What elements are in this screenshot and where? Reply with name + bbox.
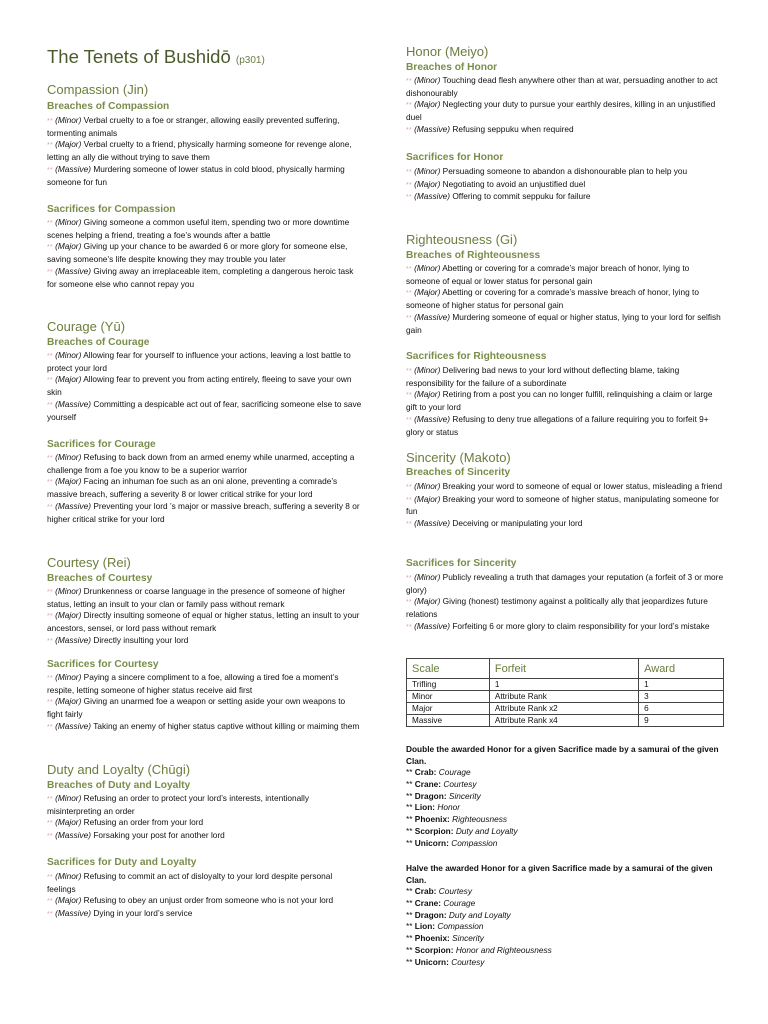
level-label: (Minor) [55,350,82,360]
list-item [406,791,724,803]
item-text: Giving (honest) testimony against a politically ally that jeopardizes future relations [406,596,708,620]
star-marker: ** [47,796,54,803]
item-text: Refusing to commit an act of disloyalty to your lord despite personal feelings [47,871,333,894]
clan-virtue: Righteousness [452,814,508,825]
star-marker: ** [406,956,413,967]
star-marker: ** [47,377,54,385]
item-text: Murdering someone of lower status in cold blood, physically harming someone for fun [47,163,345,187]
table-header-row [407,659,724,679]
breaches-list [406,263,724,336]
item-text: Paying a sincere compliment to a foe, allowing a tired foe a moment’s respite, letting someone of higher status receive aid first [47,672,339,695]
level-label: (Minor) [414,166,441,176]
star-marker: ** [406,599,413,607]
list-item [406,898,724,910]
list-item [406,779,724,791]
item-text: Touching dead flesh anywhere other than at war, persuading another to act dishonourably [406,75,718,98]
level-label: (Massive) [55,908,92,919]
list-item [406,389,724,413]
list-item [406,945,724,957]
sacrifices-heading: Sacrifices for Courage [47,439,156,450]
list-item [406,921,724,933]
table-cell: 3 [639,691,724,703]
level-label: (Major) [414,389,441,400]
column-header: Forfeit [489,659,638,679]
table-cell: 1 [489,679,638,691]
star-marker: ** [47,637,54,645]
breaches-heading: Breaches of Righteousness [406,250,541,261]
list-item [47,115,363,139]
star-marker: ** [47,503,54,511]
table-cell: 9 [639,715,724,727]
list-item [47,672,363,696]
item-text: Directly insulting your lord [93,634,189,645]
title-text: The Tenets of Bushidō [47,46,231,67]
sacrifices-list [406,572,724,634]
star-marker: ** [406,416,413,424]
clan-name: Dragon: [414,790,447,801]
clan-virtue: Courage [443,897,476,908]
list-item [47,817,363,830]
table-cell: Massive [407,715,490,727]
list-item [47,793,363,817]
sacrifices-heading: Sacrifices for Righteousness [406,351,547,362]
star-marker: ** [406,368,413,375]
clan-name: Unicorn: [414,956,449,967]
star-marker: ** [47,911,54,919]
breaches-list [47,350,363,423]
scale-table [406,658,724,727]
breaches-list [47,115,363,188]
item-text: Murdering someone of equal or higher status, lying to your lord for selfish gain [406,311,721,335]
list-item [47,266,363,290]
clan-name: Crab: [414,886,437,896]
table-row [407,703,724,715]
clan-virtue: Duty and Loyalty [448,909,511,920]
star-marker: ** [47,675,54,682]
clan-name: Phoenix: [414,933,450,944]
breaches-heading: Breaches of Courtesy [47,573,153,584]
table-cell: Major [407,703,490,715]
list-item [47,139,363,163]
item-text: Facing an inhuman foe such as an oni alone, preventing a comrade’s massive breach, suffering a severity 8 or lower critical strike for your lord [47,476,338,500]
virtue-title: Righteousness (Gi) [406,232,518,247]
breaches-heading: Breaches of Duty and Loyalty [47,780,191,791]
level-label: (Major) [414,493,441,504]
sacrifices-list [406,166,724,204]
level-label: (Minor) [414,365,441,375]
star-marker: ** [406,790,413,801]
list-item [406,166,724,179]
item-text: Abetting or covering for a comrade’s massive breach of honor, lying to someone of higher status for personal gain [406,287,699,311]
table-cell: Attribute Rank [489,691,638,703]
star-marker: ** [47,353,54,360]
star-marker: ** [47,613,54,621]
sacrifices-list [47,217,363,290]
halve-honor-list [406,886,724,969]
clan-name: Scorpion: [414,944,454,955]
item-text: Taking an enemy of higher status captive without killing or maiming them [93,720,360,731]
list-item [406,263,724,287]
item-text: Retiring from a post you can no longer fulfill, relinquishing a claim or large gift to your lord [406,389,713,413]
list-item [406,191,724,204]
star-marker: ** [47,142,54,150]
list-item [47,635,363,648]
item-text: Giving up your chance to be awarded 6 or more glory for someone else, saving someone’s life despite knowing they may trouble you later [47,241,348,265]
star-marker: ** [406,290,413,298]
level-label: (Massive) [55,398,92,409]
level-label: (Massive) [55,720,92,731]
level-label: (Minor) [55,452,82,462]
level-label: (Massive) [55,634,92,645]
level-label: (Major) [55,374,82,385]
star-marker: ** [406,623,413,631]
clan-virtue: Courtesy [438,886,472,896]
star-marker: ** [47,220,54,227]
level-label: (Major) [55,696,82,707]
star-marker: ** [47,244,54,252]
star-marker: ** [406,933,413,944]
list-item [406,826,724,838]
table-cell: Trifling [407,679,490,691]
clan-name: Dragon: [414,909,447,920]
star-marker: ** [406,314,413,322]
item-text: Refusing to obey an unjust order from someone who is not your lord [83,895,334,906]
clan-virtue: Honor [437,802,460,813]
list-item [406,621,724,634]
star-marker: ** [406,194,413,202]
item-text: Verbal cruelty to a foe or stranger, allowing easily prevented suffering, tormenting animals [47,115,340,138]
list-item [47,452,363,476]
level-label: (Major) [414,178,441,189]
list-item [406,802,724,814]
list-item [406,838,724,850]
sacrifices-heading: Sacrifices for Honor [406,152,504,163]
star-marker: ** [406,521,413,529]
clan-name: Crane: [414,778,442,789]
clan-name: Unicorn: [414,837,449,848]
item-text: Refusing an order to protect your lord’s interests, intentionally misinterpreting an order [47,793,310,816]
level-label: (Massive) [414,413,451,424]
item-text: Deceiving or manipulating your lord [452,518,583,529]
item-text: Negotiating to avoid an unjustified duel [442,178,586,189]
star-marker: ** [406,814,413,825]
star-marker: ** [406,392,413,400]
virtue-title: Courtesy (Rei) [47,555,131,570]
star-marker: ** [406,78,413,85]
list-item [406,414,724,438]
level-label: (Massive) [414,518,451,529]
breaches-heading: Breaches of Sincerity [406,467,511,478]
list-item [406,957,724,969]
sacrifices-heading: Sacrifices for Courtesy [47,659,159,670]
level-label: (Massive) [414,620,451,631]
table-cell: Minor [407,691,490,703]
list-item [47,374,363,398]
level-label: (Major) [414,287,441,298]
star-marker: ** [406,496,413,504]
level-label: (Minor) [55,586,82,596]
list-item [47,399,363,423]
clan-virtue: Compassion [451,837,498,848]
table-cell: Attribute Rank x2 [489,703,638,715]
sacrifices-list [47,871,363,921]
item-text: Allowing fear to prevent you from acting entirely, fleeing to save your own skin [47,374,352,398]
star-marker: ** [406,767,413,777]
star-marker: ** [406,886,413,896]
star-marker: ** [406,102,413,110]
star-marker: ** [47,898,54,906]
item-text: Refusing seppuku when required [452,123,574,134]
clan-virtue: Compassion [437,921,484,932]
star-marker: ** [47,699,54,707]
list-item [47,476,363,500]
clan-name: Scorpion: [414,825,454,836]
breaches-list [47,793,363,843]
level-label: (Massive) [55,163,92,174]
item-text: Abetting or covering for a comrade’s major breach of honor, lying to someone of equal or lower status for personal gain [406,263,690,286]
level-label: (Major) [55,817,82,828]
item-text: Allowing fear for yourself to influence your actions, leaving a lost battle to protect your lord [47,350,351,373]
star-marker: ** [406,266,413,273]
sacrifices-heading: Sacrifices for Compassion [47,204,176,215]
clan-virtue: Honor and Righteousness [455,944,552,955]
star-marker: ** [406,575,413,582]
table-cell: 1 [639,679,724,691]
star-marker: ** [47,874,54,881]
item-text: Dying in your lord’s service [93,908,193,919]
item-text: Forsaking your post for another lord [93,830,225,841]
star-marker: ** [406,778,413,789]
item-text: Directly insulting someone of equal or higher status, letting an insult to your ancestors, sensei, or lord pass without remark [47,610,360,634]
star-marker: ** [406,802,413,813]
virtue-title: Courage (Yū) [47,319,126,334]
list-item [406,494,724,518]
sacrifices-heading: Sacrifices for Duty and Loyalty [47,857,197,868]
item-text: Offering to commit seppuku for failure [452,191,591,202]
star-marker: ** [47,833,54,841]
level-label: (Minor) [414,75,441,85]
virtue-title: Honor (Meiyo) [406,44,489,59]
clan-name: Lion: [414,921,436,932]
list-item [406,596,724,620]
star-marker: ** [47,166,54,174]
list-item [47,586,363,610]
list-item [406,910,724,922]
level-label: (Major) [55,139,82,150]
breaches-heading: Breaches of Honor [406,62,498,73]
level-label: (Minor) [55,115,82,125]
level-label: (Minor) [414,263,441,273]
list-item [406,933,724,945]
level-label: (Major) [55,895,82,906]
table-row [407,679,724,691]
star-marker: ** [47,820,54,828]
star-marker: ** [47,401,54,409]
level-label: (Major) [55,476,82,487]
level-label: (Major) [414,99,441,110]
virtue-title: Compassion (Jin) [47,82,149,97]
star-marker: ** [406,837,413,848]
clan-name: Lion: [414,802,436,813]
level-label: (Massive) [55,830,92,841]
star-marker: ** [406,126,413,134]
clan-name: Crane: [414,897,442,908]
level-label: (Minor) [55,871,82,881]
item-text: Persuading someone to abandon a dishonourable plan to help you [442,166,688,176]
list-item [47,908,363,921]
table-cell: Attribute Rank x4 [489,715,638,727]
item-text: Publicly revealing a truth that damages your reputation (a forfeit of 3 or more glory) [406,572,724,595]
sacrifices-heading: Sacrifices for Sincerity [406,558,517,569]
breaches-list [406,481,724,531]
item-text: Preventing your lord ’s major or massive breach, suffering a severity 8 or higher critical strike for your lord [47,500,360,524]
star-marker: ** [47,589,54,596]
clan-virtue: Duty and Loyalty [455,825,518,836]
star-marker: ** [47,268,54,276]
star-marker: ** [406,825,413,836]
item-text: Drunkenness or coarse language in the presence of someone of higher status, letting an insult to your clan or family pass without remark [47,586,346,609]
breaches-list [406,75,724,137]
list-item [406,814,724,826]
item-text: Refusing to back down from an armed enemy while unarmed, accepting a challenge from a foe you know to be a superior warrior [47,452,355,475]
level-label: (Massive) [414,311,451,322]
item-text: Delivering bad news to your lord without deflecting blame, taking responsibility for the failure of a subordinate [406,365,680,388]
clan-name: Phoenix: [414,814,450,825]
item-text: Committing a despicable act out of fear, sacrificing someone else to save yourself [47,398,362,422]
double-honor-block [406,743,724,850]
clan-virtue: Courtesy [443,778,477,789]
clan-virtue: Courage [438,767,471,777]
clan-virtue: Sincerity [448,790,481,801]
list-item [47,721,363,734]
item-text: Breaking your word to someone of equal or lower status, misleading a friend [442,481,723,491]
list-item [47,830,363,843]
breaches-heading: Breaches of Compassion [47,101,170,112]
list-item [47,241,363,265]
star-marker: ** [406,909,413,920]
item-text: Neglecting your duty to pursue your earthly desires, killing in an unjustified duel [406,99,716,123]
level-label: (Minor) [55,672,82,682]
list-item [47,217,363,241]
sacrifices-list [47,452,363,525]
list-item [47,871,363,895]
level-label: (Massive) [55,265,92,276]
page-reference: (p301) [235,55,265,66]
list-item [47,164,363,188]
list-item [406,75,724,99]
clan-name: Crab: [414,767,437,777]
column-header: Scale [407,659,490,679]
list-item [406,886,724,898]
list-item [406,572,724,596]
list-item [406,287,724,311]
list-item [406,518,724,531]
list-item [47,350,363,374]
item-text: Refusing an order from your lord [83,817,204,828]
breaches-heading: Breaches of Courage [47,337,150,348]
level-label: (Minor) [55,217,82,227]
page-title [47,46,265,68]
list-item [406,365,724,389]
star-marker: ** [406,169,413,176]
list-item [47,501,363,525]
level-label: (Major) [414,596,441,607]
virtue-title: Sincerity (Makoto) [406,450,511,465]
list-item [47,696,363,720]
list-item [406,767,724,779]
star-marker: ** [406,484,413,491]
level-label: (Major) [55,241,82,252]
column-header: Award [639,659,724,679]
star-marker: ** [47,479,54,487]
sacrifices-list [47,672,363,734]
list-item [406,179,724,192]
halve-honor-block [406,862,724,969]
level-label: (Major) [55,610,82,621]
level-label: (Massive) [55,500,92,511]
item-text: Forfeiting 6 or more glory to claim responsibility for your lord’s mistake [452,620,710,631]
star-marker: ** [406,181,413,189]
item-text: Breaking your word to someone of higher status, manipulating someone for fun [406,493,719,517]
list-item [406,481,724,494]
list-item [406,124,724,137]
item-text: Refusing to deny true allegations of a failure requiring you to forfeit 9+ glory or status [406,413,709,437]
level-label: (Minor) [414,572,441,582]
clan-virtue: Courtesy [451,956,485,967]
list-item [47,895,363,908]
virtue-title: Duty and Loyalty (Chūgi) [47,762,191,777]
item-text: Verbal cruelty to a friend, physically harming someone for revenge alone, letting an ally die without trying to save them [47,139,352,163]
item-text: Giving an unarmed foe a weapon or setting aside your own weapons to fight fairly [47,696,346,720]
star-marker: ** [406,897,413,908]
item-text: Giving away an irreplaceable item, completing a dangerous heroic task for someone else who cannot repay you [47,265,354,289]
item-text: Giving someone a common useful item, spending two or more downtime scenes helping a friend, treating a foe’s wounds after a battle [47,217,350,240]
star-marker: ** [406,944,413,955]
table-row [407,691,724,703]
star-marker: ** [406,921,413,932]
double-honor-list [406,767,724,850]
double-honor-intro: Double the awarded Honor for a given Sacrifice made by a samurai of the given Clan. [406,744,719,766]
star-marker: ** [47,118,54,125]
list-item [47,610,363,634]
halve-honor-intro: Halve the awarded Honor for a given Sacrifice made by a samurai of the given Clan. [406,863,713,885]
list-item [406,312,724,336]
star-marker: ** [47,723,54,731]
level-label: (Massive) [414,123,451,134]
clan-virtue: Sincerity [452,933,484,944]
table-row [407,715,724,727]
list-item [406,99,724,123]
level-label: (Massive) [414,191,451,202]
star-marker: ** [47,455,54,462]
sacrifices-list [406,365,724,438]
level-label: (Minor) [414,481,441,491]
table-cell: 6 [639,703,724,715]
level-label: (Minor) [55,793,82,803]
breaches-list [47,586,363,648]
